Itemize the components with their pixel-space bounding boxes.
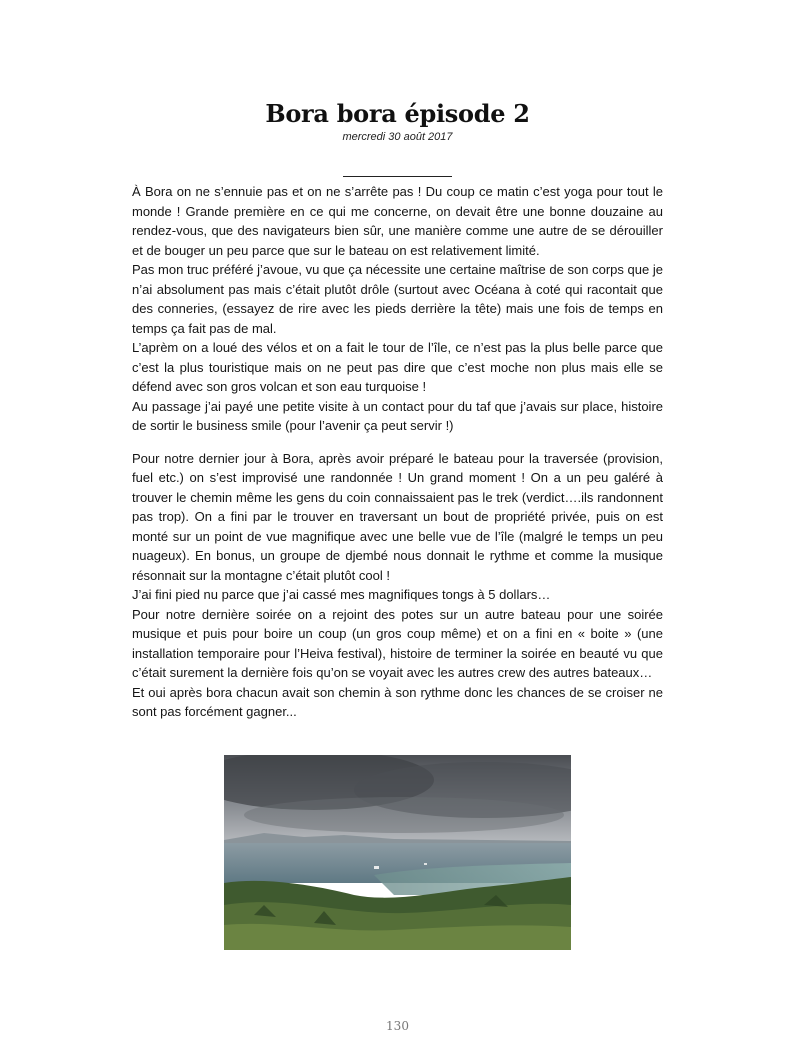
paragraph: J’ai fini pied nu parce que j’ai cassé mes magnifiques tongs à 5 dollars… — [132, 587, 551, 602]
paragraph: L’aprèm on a loué des vélos et on a fait le tour de l’île, ce n’est pas la plus belle parce que c’est la plus touristique mais on ne peut pas dire que c’est moche non plus mais elle se défend avec son gros volcan et son eau turquoise ! — [132, 340, 663, 394]
paragraph: Et oui après bora chacun avait son chemin à son rythme donc les chances de se croiser ne sont pas forcément gagner... — [132, 684, 663, 719]
paragraph: Au passage j’ai payé une petite visite à un contact pour du taf que j’avais sur place, histoire de sortir le business smile (pour l’avenir ça peut servir !) — [132, 398, 663, 433]
article-body — [132, 182, 663, 722]
page-title: Bora bora épisode 2 — [265, 99, 530, 128]
paragraph: À Bora on ne s’ennuie pas et on ne s’arrête pas ! Du coup ce matin c’est yoga pour tout le monde ! Grande première en ce qui me concerne, on devait être une bonne douzaine au rendez-vous, que des navigateurs bien sûr, une manière comme une autre de se dérouiller et de bouger un peu parce que sur le bateau on est relativement limité. — [132, 184, 663, 258]
lagoon-photo — [224, 755, 571, 950]
post-date: mercredi 30 août 2017 — [342, 131, 453, 143]
paragraph: Pas mon truc préféré j’avoue, vu que ça nécessite une certaine maîtrise de son corps que je n’ai absolument pas mais c’était plutôt drôle (surtout avec Océana à coté qui racontait que des conneries, (essayez de rire avec les pieds derrière la tête) mais une fois de temps en temps ça fait pas de mal. — [132, 262, 663, 336]
paragraph: Pour notre dernier jour à Bora, après avoir préparé le bateau pour la traversée (provision, fuel etc.) on s’est improvisé une randonnée ! Un grand moment ! On a un peu galéré à trouver le chemin même les gens du coin connaissaient pas le trek (verdict….ils randonnent pas trop). On a fini par le trouver en traversant un bout de propriété privée, puis on est monté sur un point de vue magnifique avec une belle vue de l’île (malgré le temps un peu nuageux). En bonus, un groupe de djembé nous donnait le rythme et comme la musique résonnait sur la montagne c’était plutôt cool ! — [132, 450, 663, 583]
title-divider — [343, 176, 452, 177]
paragraph: Pour notre dernière soirée on a rejoint des potes sur un autre bateau pour une soirée musique et puis pour boire un coup (un gros coup même) et on a fini en « boite » (une installation temporaire pour l’Heiva festival), histoire de terminer la soirée en beauté vu que c’était surement la dernière fois qu’on se voyait avec les autres crew des autres bateaux… — [132, 606, 663, 680]
page-number: 130 — [386, 1019, 409, 1033]
